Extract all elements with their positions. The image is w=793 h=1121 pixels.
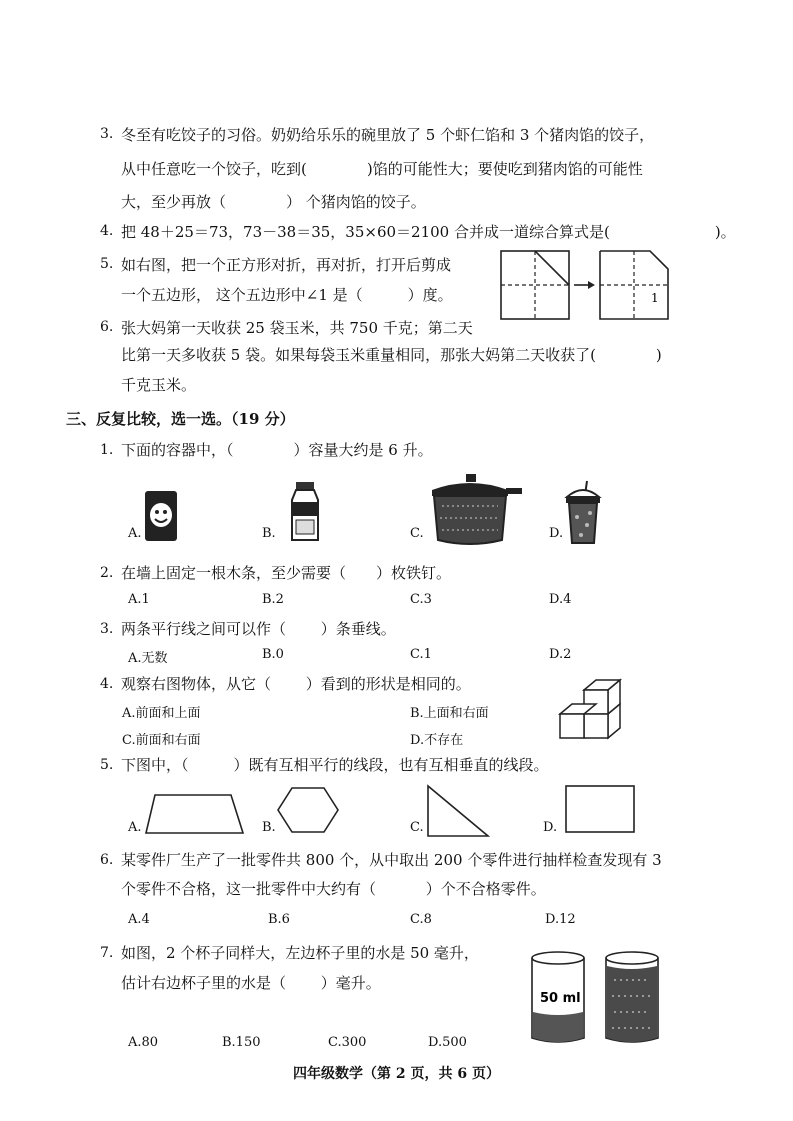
option-d[interactable]: D.	[549, 526, 564, 541]
option-d[interactable]: D.2	[549, 647, 572, 662]
option-b[interactable]: B.	[262, 526, 276, 541]
question-number: 3.	[100, 126, 114, 142]
question-text: 在墙上固定一根木条，至少需要（ ）枚铁钉。	[121, 564, 452, 582]
option-a[interactable]: A.1	[128, 592, 150, 607]
soda-can-icon	[143, 489, 179, 543]
option-d[interactable]: D.12	[545, 912, 576, 927]
cup-volume-label: 50 ml	[540, 991, 581, 1006]
question-number: 6.	[100, 852, 114, 868]
question-text: 观察右图物体，从它（ ）看到的形状是相同的。	[121, 675, 471, 693]
question-number: 4.	[100, 223, 114, 239]
cup-icon	[563, 481, 603, 545]
question-text: 个零件不合格，这一批零件中大约有（ ）个不合格零件。	[121, 880, 546, 898]
question-text: 千克玉米。	[121, 376, 197, 394]
hexagon-shape	[276, 786, 340, 834]
question-number: 5.	[100, 256, 114, 272]
question-number: 2.	[100, 565, 114, 581]
section-title: 三、反复比较，选一选。（19 分）	[66, 410, 295, 428]
option-b[interactable]: B.上面和右面	[410, 706, 489, 721]
question-text: 一个五边形， 这个五边形中∠1 是（ ）度。	[121, 286, 453, 304]
option-a[interactable]: A.前面和上面	[122, 706, 201, 721]
option-a[interactable]: A.	[128, 820, 142, 835]
option-a[interactable]: A.80	[128, 1035, 159, 1050]
bottle-icon	[288, 480, 322, 544]
option-a[interactable]: A.4	[128, 912, 150, 927]
option-b[interactable]: B.6	[268, 912, 290, 927]
question-number: 5.	[100, 757, 114, 773]
option-c[interactable]: C.300	[328, 1035, 367, 1050]
option-c[interactable]: C.前面和右面	[122, 733, 201, 748]
question-number: 4.	[100, 676, 114, 692]
option-b[interactable]: B.	[262, 820, 276, 835]
option-d[interactable]: D.不存在	[410, 733, 464, 748]
option-b[interactable]: B.150	[222, 1035, 261, 1050]
trapezoid-shape	[145, 793, 245, 837]
option-b[interactable]: B.2	[262, 592, 284, 607]
question-number: 1.	[100, 442, 114, 458]
angle-label: 1	[651, 291, 659, 305]
question-text: 某零件厂生产了一批零件共 800 个，从中取出 200 个零件进行抽样检查发现有 3	[121, 851, 662, 869]
question-text: 比第一天多收获 5 袋。如果每袋玉米重量相同，那张大妈第二天收获了( )	[121, 346, 662, 364]
rectangle-shape	[564, 784, 636, 834]
option-c[interactable]: C.3	[410, 592, 432, 607]
option-c[interactable]: C.8	[410, 912, 432, 927]
question-number: 7.	[100, 945, 114, 961]
question-text: 下图中，（ ）既有互相平行的线段，也有互相垂直的线段。	[121, 756, 549, 774]
option-b[interactable]: B.0	[262, 647, 284, 662]
option-d[interactable]: D.500	[428, 1035, 467, 1050]
right-triangle-shape	[426, 784, 490, 838]
question-number: 3.	[100, 621, 114, 637]
question-text: 把 48＋25＝73，73－38＝35，35×60＝2100 合并成一道综合算式是( )。	[121, 223, 736, 241]
option-a[interactable]: A.无数	[128, 651, 168, 666]
question-text: 冬至有吃饺子的习俗。奶奶给乐乐的碗里放了 5 个虾仁馅和 3 个猪肉馅的饺子，	[121, 126, 655, 144]
question-text: 两条平行线之间可以作（ ）条垂线。	[121, 620, 396, 638]
option-c[interactable]: C.	[410, 526, 424, 541]
folded-square-figure	[500, 250, 680, 330]
cube-stack-figure	[550, 678, 640, 748]
water-cups-figure	[530, 950, 690, 1050]
question-text: 估计右边杯子里的水是（ ）毫升。	[121, 974, 381, 992]
option-d[interactable]: D.	[543, 820, 558, 835]
option-c[interactable]: C.1	[410, 647, 432, 662]
option-c[interactable]: C.	[410, 820, 424, 835]
question-text: 大，至少再放（ ） 个猪肉馅的饺子。	[121, 193, 426, 211]
question-text: 如图，2 个杯子同样大，左边杯子里的水是 50 毫升，	[121, 944, 479, 962]
question-text: 从中任意吃一个饺子，吃到( )馅的可能性大；要使吃到猪肉馅的可能性	[121, 160, 643, 178]
question-text: 下面的容器中，（ ）容量大约是 6 升。	[121, 441, 433, 459]
pressure-cooker-icon	[422, 472, 522, 546]
page-footer: 四年级数学（第 2 页，共 6 页）	[293, 1066, 500, 1082]
question-number: 6.	[100, 319, 114, 335]
option-a[interactable]: A.	[128, 526, 142, 541]
question-text: 张大妈第一天收获 25 袋玉米，共 750 千克；第二天	[121, 319, 473, 337]
option-d[interactable]: D.4	[549, 592, 572, 607]
question-text: 如右图，把一个正方形对折，再对折，打开后剪成	[121, 256, 452, 274]
